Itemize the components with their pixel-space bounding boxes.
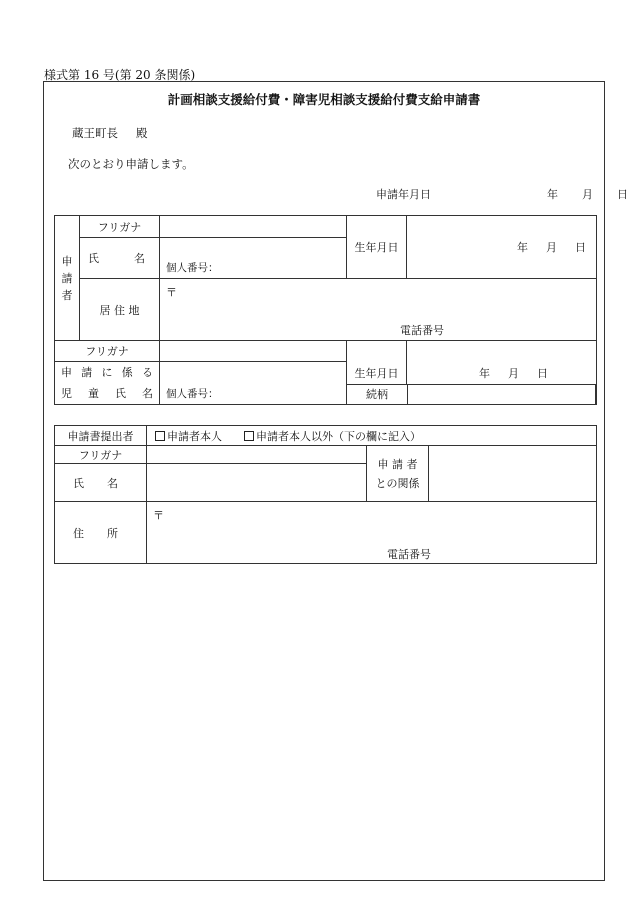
submitter-furigana-label: フリガナ — [55, 446, 147, 464]
applicant-furigana-label: フリガナ — [80, 216, 160, 238]
application-date-month[interactable]: 月 — [582, 188, 593, 201]
child-name-field[interactable] — [160, 362, 347, 405]
child-birth-label: 生年月日 — [347, 341, 407, 405]
applicant-address-field[interactable] — [160, 279, 597, 341]
checkbox-applicant-self[interactable] — [155, 431, 165, 441]
applicant-birth-label: 生年月日 — [347, 216, 407, 279]
child-furigana-field[interactable] — [160, 341, 347, 362]
form-title: 計画相談支援給付費・障害児相談支援給付費支給申請書 — [167, 92, 481, 107]
applicant-furigana-field[interactable] — [160, 216, 347, 238]
submitter-label: 申請書提出者 — [55, 426, 147, 446]
child-furigana-label: フリガナ — [55, 341, 160, 362]
applicant-mynumber-label: 個人番号： — [166, 262, 219, 274]
option-applicant-self: 申請者本人 — [167, 429, 222, 443]
addressee-honorific: 殿 — [136, 126, 148, 140]
child-name-label: 申 請 に 係 る 児 童 氏 名 — [55, 362, 160, 405]
submitter-options — [147, 426, 597, 446]
form-frame — [43, 81, 628, 881]
applicant-side-label: 申 請 者 — [55, 216, 80, 341]
application-date-label: 申請年月日 — [376, 188, 431, 201]
application-date — [376, 186, 628, 202]
submitter-postal-mark: 〒 — [153, 509, 164, 522]
submitter-name-label: 氏 名 — [55, 464, 147, 502]
submitter-name-field[interactable] — [147, 464, 367, 502]
child-mynumber-label: 個人番号： — [166, 388, 219, 400]
applicant-birth-field[interactable]: 年 月 日 — [407, 216, 597, 279]
applicant-name-field[interactable] — [160, 238, 347, 279]
submitter-address-label: 住 所 — [55, 502, 147, 564]
child-relation-field[interactable] — [408, 385, 595, 404]
submitter-address-field[interactable] — [147, 502, 597, 564]
option-other-than-applicant: 申請者本人以外（下の欄に記入） — [256, 429, 421, 443]
applicant-address-label: 居 住 地 — [80, 279, 160, 341]
submitter-furigana-field[interactable] — [147, 446, 367, 464]
child-birth-field[interactable]: 年 月 日 — [407, 341, 597, 405]
intro-text: 次のとおり申請します。 — [68, 157, 194, 171]
addressee-name: 蔵王町長 — [72, 126, 118, 140]
child-relation-row — [346, 384, 596, 405]
form-number-label: 様式第 16 号(第 20 条関係) — [44, 68, 196, 82]
submitter-relation-label: 申 請 者 との関係 — [367, 446, 429, 502]
applicant-name-label: 氏 名 — [80, 238, 160, 279]
submitter-table — [54, 425, 597, 564]
submitter-relation-field[interactable] — [429, 446, 597, 502]
addressee — [72, 125, 148, 141]
application-date-year[interactable]: 年 — [547, 188, 558, 201]
applicant-table — [54, 215, 597, 405]
application-date-day[interactable]: 日 — [617, 188, 628, 201]
submitter-phone-label: 電話番号 — [387, 548, 431, 561]
checkbox-other-than-applicant[interactable] — [244, 431, 254, 441]
applicant-postal-mark: 〒 — [166, 286, 177, 299]
child-relation-label: 続柄 — [347, 385, 408, 404]
applicant-phone-label: 電話番号 — [400, 324, 444, 337]
